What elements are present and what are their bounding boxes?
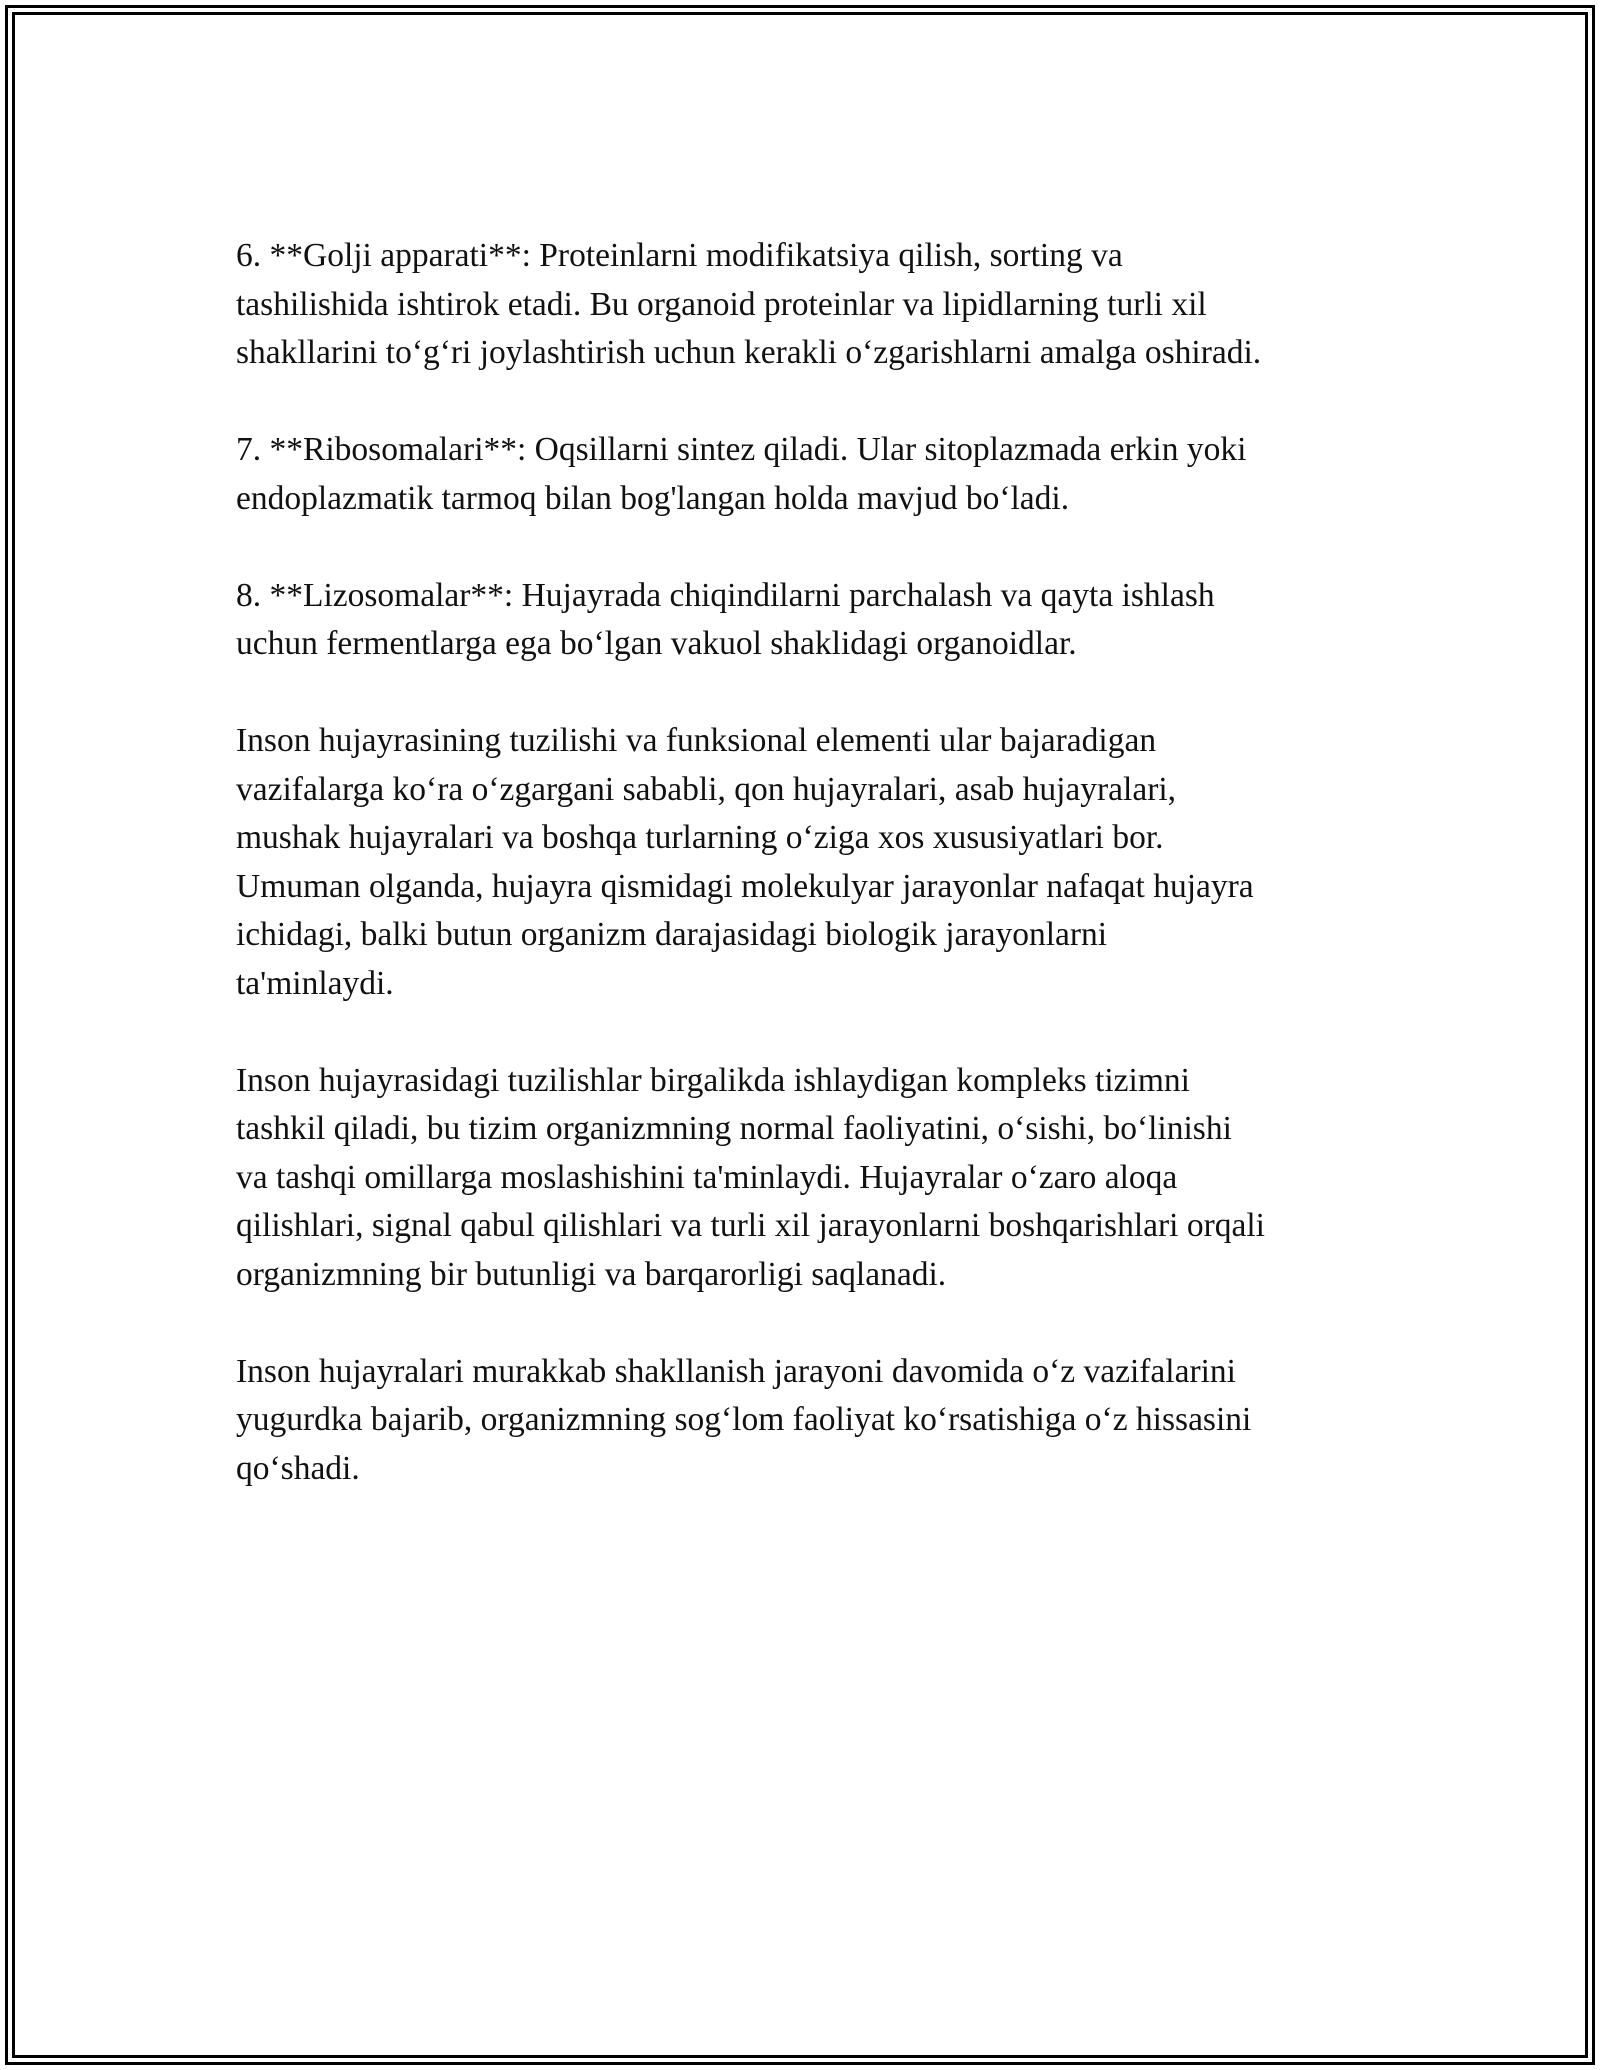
paragraph-ribosomes [236,426,1386,523]
text-line: yugurdka bajarib, organizmning sog‘lom faoliyat ko‘rsatishiga o‘z hissasini [236,1401,1252,1438]
paragraph-cell-structure [236,717,1386,1008]
paragraph-conclusion [236,1348,1386,1494]
text-line: 6. **Golji apparati**: Proteinlarni modifikatsiya qilish, sorting va [236,237,1123,274]
text-line: Umuman olganda, hujayra qismidagi molekulyar jarayonlar nafaqat hujayra [236,867,1254,905]
text-line: 7. **Ribosomalari**: Oqsillarni sintez qiladi. Ular sitoplazmada erkin yoki [236,431,1247,468]
text-line: ichidagi, balki butun organizm darajasidagi biologik jarayonlarni [236,916,1108,953]
text-line: 8. **Lizosomalar**: Hujayrada chiqindilarni parchalash va qayta ishlash [236,576,1215,614]
text-line: endoplazmatik tarmoq bilan bog'langan holda mavjud bo‘ladi. [236,479,1070,517]
text-line: Inson hujayrasidagi tuzilishlar birgalikda ishlaydigan kompleks tizimni [236,1061,1190,1099]
text-line: mushak hujayralari va boshqa turlarning o‘ziga xos xususiyatlari bor. [236,819,1164,856]
text-line: organizmning bir butunligi va barqarorligi saqlanadi. [236,1255,947,1293]
text-line: tashilishida ishtirok etadi. Bu organoid proteinlar va lipidlarning turli xil [236,285,1207,323]
text-line: qo‘shadi. [236,1449,360,1487]
text-line: va tashqi omillarga moslashishini ta'minlaydi. Hujayralar o‘zaro aloqa [236,1158,1178,1196]
paragraph-complex-system [236,1057,1386,1300]
text-line: qilishlari, signal qabul qilishlari va turli xil jarayonlarni boshqarishlari orqali [236,1207,1265,1244]
paragraph-golgi-apparatus [236,232,1386,378]
document-body [236,232,1386,1542]
text-line: ta'minlaydi. [236,964,394,1002]
text-line: vazifalarga ko‘ra o‘zgargani sababli, qon hujayralari, asab hujayralari, [236,770,1177,808]
text-line: Inson hujayrasining tuzilishi va funksional elementi ular bajaradigan [236,722,1157,759]
paragraph-lysosomes [236,572,1386,669]
text-line: shakllarini to‘g‘ri joylashtirish uchun kerakli o‘zgarishlarni amalga oshiradi. [236,334,1262,371]
text-line: uchun fermentlarga ega bo‘lgan vakuol shaklidagi organoidlar. [236,625,1077,662]
text-line: Inson hujayralari murakkab shakllanish jarayoni davomida o‘z vazifalarini [236,1352,1236,1390]
text-line: tashkil qiladi, bu tizim organizmning normal faoliyatini, o‘sishi, bo‘linishi [236,1110,1232,1147]
